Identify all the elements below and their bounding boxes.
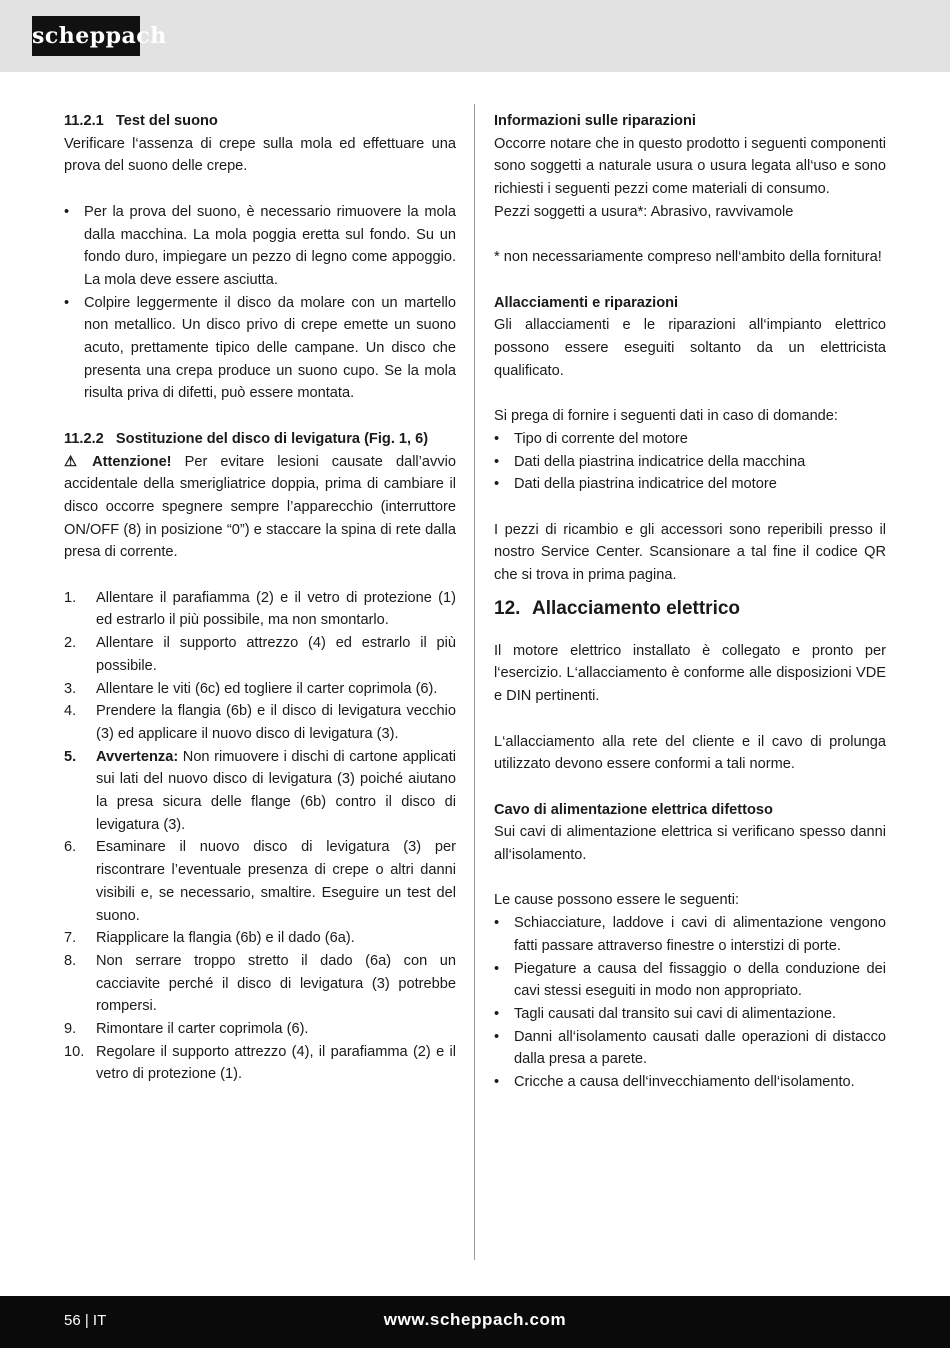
step-item xyxy=(64,700,456,745)
connections-title: Allacciamenti e riparazioni xyxy=(494,294,679,311)
step-item xyxy=(64,1041,456,1086)
column-divider xyxy=(474,104,475,1260)
left-column xyxy=(64,110,456,1086)
cause-item xyxy=(494,1003,886,1026)
step-item xyxy=(64,950,456,1018)
step-item xyxy=(64,587,456,632)
data-request-item xyxy=(494,451,886,474)
motor-text: Il motore elettrico installato è collegato e pronto per l‘esercizio. L‘allacciamento è conforme alle disposizioni VDE e DIN pertinenti. xyxy=(494,642,886,705)
step-text: Allentare le viti (6c) ed togliere il carter coprimola (6). xyxy=(96,680,438,697)
step-number: 9. xyxy=(64,1021,77,1038)
data-request-item-text: Tipo di corrente del motore xyxy=(514,430,688,447)
scheppach-logo: scheppach xyxy=(32,16,140,56)
step-number: 8. xyxy=(64,952,77,969)
sound-test-bullets xyxy=(64,201,456,405)
step-text: Non serrare troppo stretto il dado (6a) con un cacciavite perché il disco di levigatura (3) potrebbe rompersi. xyxy=(96,952,456,1015)
step-text: Prendere la flangia (6b) e il disco di levigatura vecchio (3) ed applicare il nuovo disco di levigatura (3). xyxy=(96,703,456,742)
sound-test-intro: Verificare l‘assenza di crepe sulla mola ed effettuare una prova del suono delle crepe. xyxy=(64,135,456,175)
warning-text: Per evitare lesioni causate dall’avvio accidentale della smerigliatrice doppia, prima di cambiare il disco occorre spegnere sempre l’apparecchio (interruttore ON/OFF (8) in posizione “0”) e staccare la spina di rete dalla presa di corrente. xyxy=(64,453,456,561)
bullet-icon: • xyxy=(494,430,500,447)
repair-info-text: Occorre notare che in questo prodotto i seguenti componenti sono soggetti a naturale usura o usura legata all‘uso e sono richiesti i seguenti pezzi come materiali di consumo. xyxy=(494,135,886,198)
section-11-2-1-title: 11.2.1 Test del suono xyxy=(64,113,218,129)
sound-test-bullet xyxy=(64,201,456,292)
warning-label: Attenzione! xyxy=(92,453,172,470)
step-text: Esaminare il nuovo disco di levigatura (3) per riscontrare l’eventuale presenza di crepe o altri danni visibili e, se necessario, smaltire. Eseguire un test del suono. xyxy=(96,839,456,924)
data-request-intro: Si prega di fornire i seguenti dati in caso di domande: xyxy=(494,408,838,425)
step-text: Allentare il parafiamma (2) e il vetro di protezione (1) ed estrarlo il più possibile, ma non smontarlo. xyxy=(96,589,456,629)
step-item xyxy=(64,746,456,837)
connections-text: Gli allacciamenti e le riparazioni all‘impianto elettrico possono essere eseguiti soltanto da un elettricista qualificato. xyxy=(494,317,886,379)
repair-info-title: Informazioni sulle riparazioni xyxy=(494,113,696,129)
step-label: Avvertenza: xyxy=(96,748,179,765)
data-request-item xyxy=(494,473,886,496)
website-url: www.scheppach.com xyxy=(383,1310,567,1329)
section-12-heading: 12. Allacciamento elettrico xyxy=(494,597,741,619)
footer-bar xyxy=(0,1296,950,1348)
data-request-item-text: Dati della piastrina indicatrice del motore xyxy=(514,476,777,493)
sound-test-bullet-text: Colpire leggermente il disco da molare con un martello non metallico. Un disco privo di crepe emette un suono acuto, prettamente tipico delle campane. Un disco che presenta una crepa produce un suono cupo. Se la mola risulta priva di difetti, può essere montata. xyxy=(84,294,456,402)
causes-list xyxy=(494,912,886,1094)
cause-item xyxy=(494,958,886,1003)
bullet-icon: • xyxy=(494,453,500,470)
bullet-icon: • xyxy=(494,1074,500,1091)
defective-cable-text: Sui cavi di alimentazione elettrica si verificano spesso danni all‘isolamento. xyxy=(494,824,886,863)
right-column xyxy=(494,110,886,1094)
step-item xyxy=(64,678,456,701)
step-item xyxy=(64,632,456,677)
step-text: Non rimuovere i dischi di cartone applicati sui lati del nuovo disco di levigatura (3) poiché aiutano la presa sicura delle flange (6b) contro il disco di levigatura (3). xyxy=(96,748,456,833)
step-number: 4. xyxy=(64,703,77,720)
cause-item xyxy=(494,1026,886,1071)
data-request-item xyxy=(494,428,886,451)
step-number: 7. xyxy=(64,930,77,947)
sound-test-bullet xyxy=(64,292,456,406)
cause-item-text: Piegature a causa del fissaggio o della conduzione dei cavi stessi eseguiti in modo non appropriato. xyxy=(514,960,886,1000)
bullet-icon: • xyxy=(494,1005,500,1022)
cause-item xyxy=(494,912,886,957)
step-text: Regolare il supporto attrezzo (4), il parafiamma (2) e il vetro di protezione (1). xyxy=(96,1043,456,1083)
header-band xyxy=(0,0,950,72)
replacement-steps xyxy=(64,587,456,1086)
wear-parts-text: Pezzi soggetti a usura*: Abrasivo, ravvivamole xyxy=(494,203,794,220)
step-number: 5. xyxy=(64,748,77,765)
bullet-icon: • xyxy=(494,960,500,977)
defective-cable-title: Cavo di alimentazione elettrica difettoso xyxy=(494,801,773,818)
step-text: Rimontare il carter coprimola (6). xyxy=(96,1021,309,1038)
cause-item xyxy=(494,1071,886,1094)
bullet-icon: • xyxy=(494,1028,500,1045)
step-item xyxy=(64,836,456,927)
data-request-list xyxy=(494,428,886,496)
step-item xyxy=(64,927,456,950)
grid-connection-text: L‘allacciamento alla rete del cliente e il cavo di prolunga utilizzato devono essere conformi a tali norme. xyxy=(494,733,886,773)
cause-item-text: Cricche a causa dell‘invecchiamento dell‘isolamento. xyxy=(514,1074,855,1091)
step-number: 2. xyxy=(64,635,77,652)
cause-item-text: Danni all‘isolamento causati dalle operazioni di distacco dalla presa a parete. xyxy=(514,1028,886,1068)
cause-item-text: Schiacciature, laddove i cavi di alimentazione vengono fatti passare attraverso finestre o interstizi di porte. xyxy=(514,915,886,954)
causes-intro: Le cause possono essere le seguenti: xyxy=(494,892,740,909)
warning-icon: ⚠ xyxy=(64,453,78,470)
bullet-icon: • xyxy=(494,476,500,493)
sound-test-bullet-text: Per la prova del suono, è necessario rimuovere la mola dalla macchina. La mola poggia eretta sul fondo. Su un fondo duro, impiegare un pezzo di legno come appoggio. La mola deve essere asciutta. xyxy=(84,203,456,288)
bullet-icon: • xyxy=(494,915,500,932)
step-number: 3. xyxy=(64,680,77,697)
bullet-icon: • xyxy=(64,294,70,311)
spare-parts-text: I pezzi di ricambio e gli accessori sono reperibili presso il nostro Service Center. Scansionare a tal fine il codice QR che si trova in prima pagina. xyxy=(494,521,886,583)
section-11-2-2-title: 11.2.2 Sostituzione del disco di levigatura (Fig. 1, 6) xyxy=(64,430,429,447)
data-request-item-text: Dati della piastrina indicatrice della macchina xyxy=(514,453,806,470)
warning-paragraph xyxy=(64,451,456,565)
step-text: Riapplicare la flangia (6b) e il dado (6a). xyxy=(96,930,355,947)
step-text: Allentare il supporto attrezzo (4) ed estrarlo il più possibile. xyxy=(96,635,456,674)
step-item xyxy=(64,1018,456,1041)
step-number: 6. xyxy=(64,839,77,856)
page-number: 56 | IT xyxy=(64,1312,107,1329)
step-number: 10. xyxy=(64,1043,85,1060)
step-number: 1. xyxy=(64,589,77,606)
bullet-icon: • xyxy=(64,203,70,220)
cause-item-text: Tagli causati dal transito sui cavi di alimentazione. xyxy=(514,1005,837,1022)
delivery-note: * non necessariamente compreso nell‘ambito della fornitura! xyxy=(494,249,882,266)
